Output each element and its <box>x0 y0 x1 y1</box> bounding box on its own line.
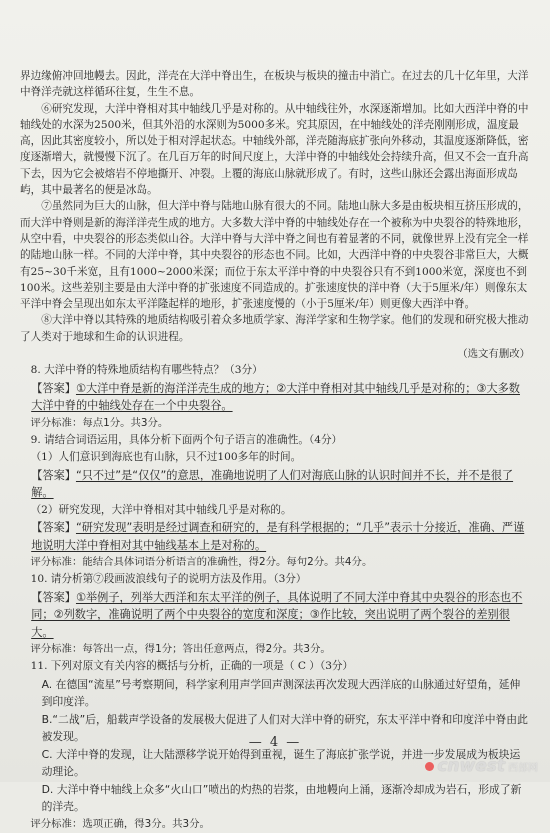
scoring-criteria: 评分标准：每答出一点，得1分；答出任意两点，得2分。共3分。 <box>30 643 331 656</box>
answer <box>20 380 530 415</box>
sub-question: （2）研究发现，大洋中脊相对其中轴线几乎是对称的。 <box>30 503 292 516</box>
passage-paragraph: 界边缘俯冲回地幔去。因此，洋壳在大洋中脊出生，在板块与板块的撞击中消亡。在过去的几十亿年里，大洋中脊洋壳就这样循环往复，生生不息。 <box>20 70 529 99</box>
answer-label: 【答案】 <box>31 468 76 482</box>
answer <box>20 589 530 642</box>
scoring-criteria: 评分标准：每点1分。共3分。 <box>30 416 169 429</box>
answer <box>20 467 530 502</box>
question-stem: 9. 请结合词语运用，具体分析下面两个句子语言的准确性。（4分） <box>30 433 343 446</box>
sub-question: （1）人们意识到海底也有山脉，只不过100多年的时间。 <box>30 451 302 464</box>
answer <box>20 519 530 554</box>
page-number: — 4 — <box>248 735 302 750</box>
answer-label: 【答案】 <box>31 381 76 395</box>
question-stem: 8. 大洋中脊的特殊地质结构有哪些特点？（3分） <box>30 364 263 377</box>
question-stem: 10. 请分析第⑦段画波浪线句子的说明方法及作用。（3分） <box>30 573 307 586</box>
passage-paragraph: ⑥研究发现，大洋中脊相对其中轴线几乎是对称的。从中轴线往外，水深逐渐增加。比如大西洋中脊的中轴线处的水深为2500米，但其外沿的水深则为5000多米。究其原因，在中轴线处的洋壳刚刚形成，温度最高，因此其密度较小，所以处于相对浮起状态。中轴线外部，洋壳随海底扩张向外移动，其温度逐渐降低，密度逐渐增大，就慢慢下沉了。在几百万年的时间尺度上，大洋中脊的中轴线处会持续升高，但又不会一直升高下去，因为它会被熔岩不停地撕开、冲裂。上覆的海底山脉就形成了。有时，这些山脉还会露出海面形成岛屿，其中最著名的便是冰岛。 <box>20 102 529 197</box>
scoring-criteria: 评分标准：能结合具体词语分析语言的准确性，得2分。每句2分。共4分。 <box>30 556 373 569</box>
answer-text: “只不过”是“仅仅”的意思，准确地说明了人们对海底山脉的认识时间并不长，并不是很了解。 <box>31 468 514 500</box>
option-d: D. 大洋中脊中轴线上众多“火山口”喷出的灼热的岩浆，由地幔向上涌，逐渐冷却成为岩石，形成了新的洋壳。 <box>41 782 522 814</box>
page-content <box>20 68 530 833</box>
answer-label: 【答案】 <box>31 590 76 604</box>
scoring-criteria: 评分标准：选项正确，得3分。共3分。 <box>30 817 210 830</box>
answer-text: ①举例子，列举大西洋和东太平洋的例子，具体说明了不同大洋中脊其中央裂谷的形态也不同；②列数字，准确说明了两个中央裂谷的宽度和深度；③作比较，突出说明了两个裂谷的差别很大。 <box>31 590 523 639</box>
option-b: B.“二战”后，船载声学设备的发展极大促进了人们对大洋中脊的研究，东太平洋中脊和印度洋中脊由此被发现。 <box>41 712 528 744</box>
question-stem: 11. 下列对原文有关内容的概括与分析，正确的一项是（ C ）（3分） <box>30 660 354 673</box>
source-note: （选文有删改） <box>457 348 530 361</box>
passage-paragraph: ⑧大洋中脊以其特殊的地质结构吸引着众多地质学家、海洋学家和生物学家。他们的发现和研究极大推动了人类对于地球和生命的认识进程。 <box>20 314 529 343</box>
answer-text: “研究发现”表明是经过调查和研究的，是有科学根据的；“几乎”表示十分接近，准确、严谨地说明大洋中脊相对其中轴线基本上是对称的。 <box>31 521 525 552</box>
option-a: A. 在德国“流星”号考察期间，科学家利用声学回声测深法再次发现大西洋底的山脉通过好望角，延伸到印度洋。 <box>41 677 521 709</box>
answer-label: 【答案】 <box>31 521 76 535</box>
passage-paragraph: ⑦虽然同为巨大的山脉，但大洋中脊与陆地山脉有很大的不同。陆地山脉大多是由板块相互挤压形成的，而大洋中脊则是新的海洋洋壳生成的地方。大多数大洋中脊的中轴线处存在一个被称为中央裂谷的特殊地形，从空中看，中央裂谷的形态类似山谷。大洋中脊与大洋中脊之间也有着显著的不同，就像世界上没有完全一样的陆地山脉一样。不同的大洋中脊，其中央裂谷的形态也不同。比如，大西洋中脊的中央裂谷非常巨大，大概有25~30千米宽，且有1000~2000米深；而位于东太平洋中脊的中央裂谷只有不到1000米宽，深度也不到100米。这些差别主要是由大洋中脊的扩张速度不同造成的。扩张速度快的洋中脊（大于5厘米/年）则像东太平洋中脊会呈现出如东太平洋隆起样的地形，扩张速度慢的（小于5厘米/年）则更像大西洋中脊。 <box>20 200 529 311</box>
watermark <box>425 756 538 776</box>
option-c: C. 大洋中脊的发现，让大陆漂移学说开始得到重视，诞生了海底扩张学说，并进一步发展成为板块运动理论。 <box>41 747 521 779</box>
watermark-logo: cnwest <box>437 756 505 776</box>
answer-text: ①大洋中脊是新的海洋洋壳生成的地方；②大洋中脊相对其中轴线几乎是对称的；③大多数大洋中脊的中轴线处存在一个中央裂谷。 <box>31 381 520 413</box>
watermark-site: 西部网 <box>508 762 538 774</box>
watermark-dot-icon <box>425 762 434 771</box>
